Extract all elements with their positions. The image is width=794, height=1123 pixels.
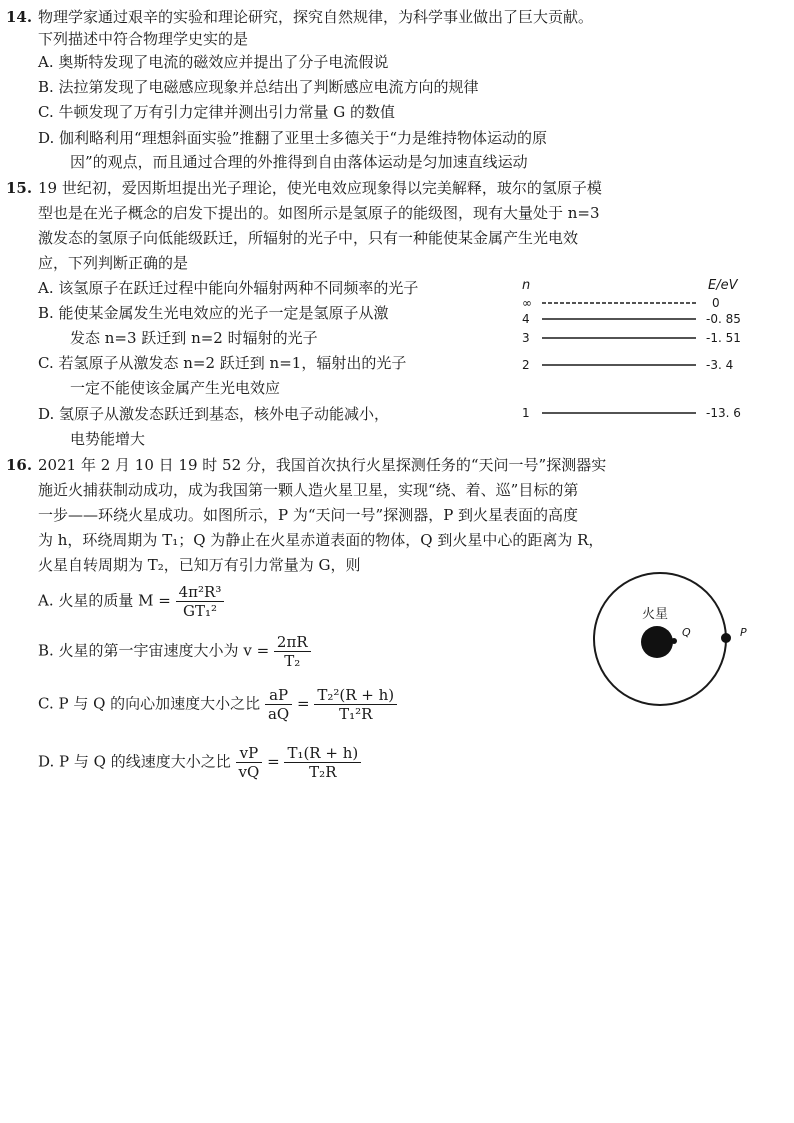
equals-sign: = (297, 694, 310, 713)
question-stem: 物理学家通过艰辛的实验和理论研究，探究自然规律，为科学事业做出了巨大贡献。 (38, 8, 594, 26)
fraction-denominator: GT₁² (182, 602, 217, 620)
option-d-text: D. P 与 Q 的线速度大小之比 (38, 752, 231, 771)
equals-sign: = (267, 752, 280, 771)
energy-axis-header: E/eV (708, 278, 738, 293)
fraction-numerator: 2πR (274, 633, 311, 652)
option-d-continued: 电势能增大 (70, 430, 146, 448)
acceleration-ratio (265, 686, 292, 723)
question-stem: 型也是在光子概念的启发下提出的。如图所示是氢原子的能级图，现有大量处于 n=3 (38, 204, 600, 222)
level-n-label: 2 (522, 358, 530, 372)
mars-orbit-diagram (590, 570, 780, 710)
level-energy-label: -1. 51 (706, 331, 741, 345)
velocity-formula (284, 744, 361, 781)
question-stem: 火星自转周期为 T₂，已知万有引力常量为 G，则 (38, 556, 361, 574)
fraction-denominator: aQ (267, 705, 290, 723)
mass-formula (176, 583, 225, 620)
question-stem: 19 世纪初，爱因斯坦提出光子理论，使光电效应现象得以完美解释，玻尔的氢原子模 (38, 179, 602, 197)
fraction-denominator: T₁²R (339, 705, 373, 723)
level-energy-label: -3. 4 (706, 358, 734, 372)
option-c (38, 686, 397, 723)
question-stem: 应，下列判断正确的是 (38, 254, 189, 272)
question-stem: 为 h，环绕周期为 T₁；Q 为静止在火星赤道表面的物体，Q 到火星中心的距离为 R， (38, 531, 604, 549)
option-a (38, 583, 224, 620)
planet-label: 火星 (642, 607, 669, 622)
question-stem: 施近火捕获制动成功，成为我国第一颗人造火星卫星，实现“绕、着、巡”目标的第 (38, 481, 579, 499)
fraction-numerator: aP (265, 686, 292, 705)
probe-p-label: P (740, 626, 747, 639)
question-stem: 激发态的氢原子向低能级跃迁，所辐射的光子中，只有一种能使某金属产生光电效 (38, 229, 579, 247)
level-energy-label: -13. 6 (706, 406, 741, 420)
option-c: C. 若氢原子从激发态 n=2 跃迁到 n=1，辐射出的光子 (38, 354, 407, 372)
option-c-continued: 一定不能使该金属产生光电效应 (70, 379, 281, 397)
option-b-continued: 发态 n=3 跃迁到 n=2 时辐射的光子 (70, 329, 318, 347)
velocity-ratio (236, 744, 263, 781)
fraction-numerator: vP (236, 744, 263, 763)
probe-p-dot (721, 633, 731, 643)
option-b: B. 法拉第发现了电磁感应现象并总结出了判断感应电流方向的规律 (38, 78, 479, 96)
option-b-text: B. 火星的第一宇宙速度大小为 v = (38, 641, 270, 660)
option-c-text: C. P 与 Q 的向心加速度大小之比 (38, 694, 261, 713)
level-energy-label: 0 (712, 296, 720, 310)
option-d: D. 氢原子从激发态跃迁到基态，核外电子动能减小， (38, 405, 390, 423)
option-a: A. 奥斯特发现了电流的磁效应并提出了分子电流假说 (38, 53, 389, 71)
option-b: B. 能使某金属发生光电效应的光子一定是氢原子从激 (38, 304, 389, 322)
fraction-denominator: T₂R (309, 763, 337, 781)
acceleration-formula (314, 686, 397, 723)
question-number: 14. (6, 8, 33, 26)
question-number: 16. (6, 456, 33, 474)
point-q-label: Q (682, 626, 691, 639)
level-energy-label: -0. 85 (706, 312, 741, 326)
level-n-label: ∞ (522, 296, 532, 310)
level-n-label: 1 (522, 406, 530, 420)
fraction-numerator: T₁(R + h) (284, 744, 361, 763)
level-n-label: 4 (522, 312, 530, 326)
fraction-numerator: T₂²(R + h) (314, 686, 397, 705)
velocity-formula (274, 633, 311, 670)
option-b (38, 633, 311, 670)
fraction-denominator: vQ (238, 763, 260, 781)
question-stem: 一步——环绕火星成功。如图所示，P 为“天问一号”探测器，P 到火星表面的高度 (38, 506, 579, 524)
mars-planet (641, 626, 673, 658)
option-d-continued: 因”的观点，而且通过合理的外推得到自由落体运动是匀加速直线运动 (70, 153, 528, 171)
fraction-numerator: 4π²R³ (176, 583, 225, 602)
option-d (38, 744, 361, 781)
question-number: 15. (6, 179, 33, 197)
option-a: A. 该氢原子在跃迁过程中能向外辐射两种不同频率的光子 (38, 279, 419, 297)
question-stem: 2021 年 2 月 10 日 19 时 52 分，我国首次执行火星探测任务的“天问一号”探测器实 (38, 456, 607, 474)
option-c: C. 牛顿发现了万有引力定律并测出引力常量 G 的数值 (38, 103, 395, 121)
fraction-denominator: T₂ (284, 652, 301, 670)
option-a-text: A. 火星的质量 M = (38, 591, 171, 610)
energy-level-diagram (510, 276, 760, 426)
point-q-dot (671, 638, 677, 644)
option-d: D. 伽利略利用“理想斜面实验”推翻了亚里士多德关于“力是维持物体运动的原 (38, 129, 548, 147)
question-stem: 下列描述中符合物理学史实的是 (38, 30, 249, 48)
level-n-label: 3 (522, 331, 530, 345)
n-axis-header: n (522, 278, 531, 293)
